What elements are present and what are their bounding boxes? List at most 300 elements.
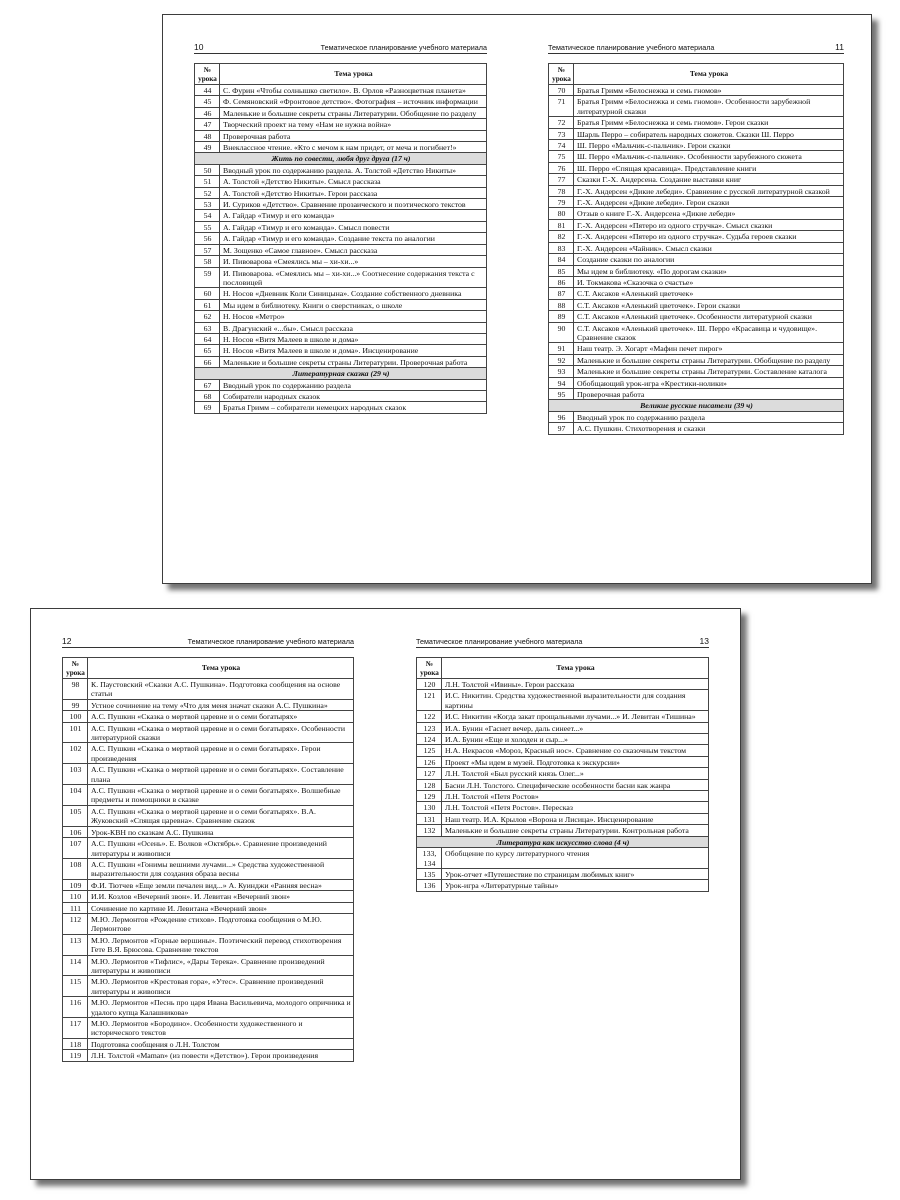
- lesson-topic: Г.-Х. Андерсен «Дикие лебеди». Сравнение с русской литературной сказкой: [574, 185, 844, 196]
- lesson-topic: Л.Н. Толстой «Ивины». Герои рассказа: [442, 679, 709, 690]
- table-row: [549, 208, 844, 219]
- lesson-number: 84: [549, 254, 574, 265]
- lesson-number: 54: [195, 210, 220, 221]
- column-header-topic: Тема урока: [574, 64, 844, 85]
- table-row: [549, 411, 844, 422]
- table-row: [549, 185, 844, 196]
- lesson-number: 128: [417, 779, 442, 790]
- table-row: [549, 343, 844, 354]
- table-row: [549, 197, 844, 208]
- lesson-topic: С. Фурин «Чтобы солнышко светило». В. Орлов «Разноцветная планета»: [220, 85, 487, 96]
- table-row: [417, 825, 709, 836]
- section-title: Литературная сказка (29 ч): [195, 368, 487, 379]
- table-row: [63, 934, 354, 955]
- running-header: [194, 41, 487, 54]
- lesson-number: 126: [417, 756, 442, 767]
- lesson-topic: К. Паустовский «Сказки А.С. Пушкина». Подготовка сообщения на основе статьи: [88, 679, 354, 700]
- table-row: [63, 838, 354, 859]
- lesson-topic: Вводный урок по содержанию раздела. А. Толстой «Детство Никиты»: [220, 164, 487, 175]
- lesson-topic: Обобщение по курсу литературного чтения: [442, 848, 709, 869]
- column-header-lesson-number: [195, 64, 220, 85]
- table-row: [549, 276, 844, 287]
- table-row: [63, 1050, 354, 1061]
- page-number: 11: [835, 42, 844, 52]
- table-row: [549, 288, 844, 299]
- table-row: [63, 679, 354, 700]
- table-row: [549, 377, 844, 388]
- table-row: [195, 221, 487, 232]
- table-row: [549, 231, 844, 242]
- section-title: Жить по совести, любя друг друга (17 ч): [195, 153, 487, 164]
- lesson-number: 79: [549, 197, 574, 208]
- lesson-topic: Вводный урок по содержанию раздела: [220, 379, 487, 390]
- lesson-number: 45: [195, 96, 220, 107]
- table-row: [417, 734, 709, 745]
- lesson-number: 107: [63, 838, 88, 859]
- table-row: [63, 722, 354, 743]
- lesson-topic: Маленькие и большие секреты страны Литературии. Проверочная работа: [220, 356, 487, 367]
- section-title: Великие русские писатели (39 ч): [549, 400, 844, 411]
- table-row: [63, 891, 354, 902]
- column-header-number-word: урока: [66, 668, 85, 677]
- table-row: [549, 423, 844, 434]
- book-spread-pages-12-13: [30, 608, 741, 1180]
- lesson-topic: Братья Гримм «Белоснежка и семь гномов». Особенности зарубежной литературной сказки: [574, 96, 844, 117]
- lesson-number: 50: [195, 164, 220, 175]
- lesson-topic: И. Суриков «Детство». Сравнение прозаического и поэтического текстов: [220, 199, 487, 210]
- lesson-number: 100: [63, 711, 88, 722]
- lesson-topic: Ш. Перро «Мальчик-с-пальчик». Особенности зарубежного сюжета: [574, 151, 844, 162]
- lesson-number: 46: [195, 107, 220, 118]
- table-row: [195, 142, 487, 153]
- lesson-number: 113: [63, 934, 88, 955]
- page-number: 12: [62, 636, 72, 646]
- column-header-topic: Тема урока: [442, 658, 709, 679]
- lesson-number: 52: [195, 187, 220, 198]
- table-row: [549, 140, 844, 151]
- lesson-topic: И.С. Никитин. Средства художественной выразительности для создания картины: [442, 690, 709, 711]
- lesson-topic: В. Драгунский «...бы». Смысл рассказа: [220, 322, 487, 333]
- lesson-topic: И.А. Бунин «Гаснет вечер, даль синеет...»: [442, 722, 709, 733]
- lesson-topic: Сочинение по картине И. Левитана «Вечерний звон»: [88, 902, 354, 913]
- lesson-number: 74: [549, 140, 574, 151]
- lesson-number: 51: [195, 176, 220, 187]
- lesson-number: 65: [195, 345, 220, 356]
- lesson-topic: А.С. Пушкин «Сказка о мертвой царевне и о семи богатырях». Волшебные предметы и помощники в сказке: [88, 785, 354, 806]
- lesson-number: 122: [417, 711, 442, 722]
- lesson-number: 86: [549, 276, 574, 287]
- table-row: [63, 913, 354, 934]
- table-row: [195, 288, 487, 299]
- table-row: [63, 743, 354, 764]
- lesson-topic: М. Зощенко «Самое главное». Смысл рассказа: [220, 244, 487, 255]
- lesson-topic: М.Ю. Лермонтов «Бородино». Особенности художественного и исторического текстов: [88, 1018, 354, 1039]
- lesson-number: 93: [549, 366, 574, 377]
- lesson-topic: И.И. Козлов «Вечерний звон». И. Левитан «Вечерний звон»: [88, 891, 354, 902]
- lesson-number: 63: [195, 322, 220, 333]
- lesson-number: 105: [63, 805, 88, 826]
- table-row: [195, 119, 487, 130]
- table-row: [549, 366, 844, 377]
- lesson-number: 135: [417, 868, 442, 879]
- table-row: [63, 997, 354, 1018]
- lesson-topic: Проект «Мы идем в музей. Подготовка к экскурсии»: [442, 756, 709, 767]
- lesson-number: 49: [195, 142, 220, 153]
- lesson-topic: Наш театр. И.А. Крылов «Ворона и Лисица». Инсценирование: [442, 813, 709, 824]
- lesson-number: 61: [195, 299, 220, 310]
- table-row: [417, 768, 709, 779]
- lesson-topic: А.С. Пушкин «Сказка о мертвой царевне и о семи богатырях». В.А. Жуковский «Спящая царевна». Сравнение сказок: [88, 805, 354, 826]
- lesson-topic: Вводный урок по содержанию раздела: [574, 411, 844, 422]
- table-row: [417, 868, 709, 879]
- lesson-number: 123: [417, 722, 442, 733]
- table-row: [195, 210, 487, 221]
- lesson-topic: Н. Носов «Метро»: [220, 311, 487, 322]
- lesson-topic: И. Токмакова «Сказочка о счастье»: [574, 276, 844, 287]
- lesson-topic: Н. Носов «Витя Малеев в школе и дома»: [220, 333, 487, 344]
- lesson-number: 48: [195, 130, 220, 141]
- lesson-topic: А.С. Пушкин «Сказка о мертвой царевне и о семи богатырях». Составление плана: [88, 764, 354, 785]
- lesson-topic: Ш. Перро «Спящая красавица». Представление книги: [574, 162, 844, 173]
- column-header-number-word: урока: [420, 668, 439, 677]
- table-row: [195, 356, 487, 367]
- lesson-topic: Ф.И. Тютчев «Еще земли печален вид...» А. Куинджи «Ранняя весна»: [88, 879, 354, 890]
- lesson-number: 118: [63, 1038, 88, 1049]
- table-row: [549, 128, 844, 139]
- lesson-topic: Ф. Семяновский «Фронтовое детство». Фотография – источник информации: [220, 96, 487, 107]
- lesson-number: 101: [63, 722, 88, 743]
- table-row: [549, 388, 844, 399]
- lesson-topic: М.Ю. Лермонтов «Песнь про царя Ивана Васильевича, молодого опричника и удалого купца Калашникова»: [88, 997, 354, 1018]
- lesson-topic: А.С. Пушкин «Сказка о мертвой царевне и о семи богатырях»: [88, 711, 354, 722]
- column-header-lesson-number: [63, 658, 88, 679]
- lesson-number: 91: [549, 343, 574, 354]
- column-header-number-sign: №: [557, 66, 566, 74]
- lesson-topic: М.Ю. Лермонтов «Рождение стихов». Подготовка сообщения о М.Ю. Лермонтове: [88, 913, 354, 934]
- table-row: [417, 756, 709, 767]
- running-header: [548, 41, 844, 54]
- lesson-topic: Братья Гримм – собиратели немецких народных сказок: [220, 402, 487, 413]
- running-header: [62, 635, 354, 648]
- lesson-number: 108: [63, 858, 88, 879]
- book-spread-pages-10-11: [162, 14, 872, 584]
- lesson-number: 94: [549, 377, 574, 388]
- lesson-number: 62: [195, 311, 220, 322]
- table-row: [549, 174, 844, 185]
- table-row: [63, 711, 354, 722]
- table-row: [417, 813, 709, 824]
- section-heading-row: [549, 400, 844, 411]
- lesson-number: 77: [549, 174, 574, 185]
- lesson-number: 64: [195, 333, 220, 344]
- running-title: Тематическое планирование учебного материала: [187, 637, 354, 646]
- column-header-number-sign: №: [203, 66, 212, 74]
- table-row: [549, 96, 844, 117]
- lesson-topic: Маленькие и большие секреты страны Литературии. Обобщение по разделу: [220, 107, 487, 118]
- lesson-number: 103: [63, 764, 88, 785]
- lesson-number: 82: [549, 231, 574, 242]
- table-row: [417, 779, 709, 790]
- lesson-topic: С.Т. Аксаков «Аленький цветочек». Герои сказки: [574, 299, 844, 310]
- lesson-topic: Мы идем в библиотеку. Книги о сверстниках, о школе: [220, 299, 487, 310]
- lesson-number: 76: [549, 162, 574, 173]
- lesson-number: 117: [63, 1018, 88, 1039]
- lesson-number: 87: [549, 288, 574, 299]
- running-title: Тематическое планирование учебного материала: [320, 43, 487, 52]
- lesson-topic: И.С. Никитин «Когда закат прощальными лучами...» И. Левитан «Тишина»: [442, 711, 709, 722]
- table-row: [63, 858, 354, 879]
- column-header-topic: Тема урока: [88, 658, 354, 679]
- table-row: [195, 199, 487, 210]
- lesson-number: 57: [195, 244, 220, 255]
- lesson-number: 99: [63, 699, 88, 710]
- table-row: [195, 299, 487, 310]
- table-row: [549, 151, 844, 162]
- table-row: [195, 85, 487, 96]
- table-row: [195, 256, 487, 267]
- lesson-topic: Сказки Г.-Х. Андерсена. Создание выставки книг: [574, 174, 844, 185]
- table-row: [195, 333, 487, 344]
- lesson-topic: Маленькие и большие секреты страны Литературии. Обобщение по разделу: [574, 354, 844, 365]
- lesson-number: 97: [549, 423, 574, 434]
- table-header-row: [549, 64, 844, 85]
- table-row: [63, 785, 354, 806]
- table-row: [63, 805, 354, 826]
- lesson-number: 131: [417, 813, 442, 824]
- lesson-topic: И. Пивоварова «Смеялись мы – хи-хи...»: [220, 256, 487, 267]
- section-heading-row: [417, 836, 709, 847]
- table-row: [63, 764, 354, 785]
- lesson-number: 130: [417, 802, 442, 813]
- table-row: [417, 848, 709, 869]
- lesson-topic: М.Ю. Лермонтов «Горные вершины». Поэтический перевод стихотворения Гете В.Я. Брюсова. Сравнение текстов: [88, 934, 354, 955]
- lesson-number: 133, 134: [417, 848, 442, 869]
- lesson-number: 92: [549, 354, 574, 365]
- lesson-number: 90: [549, 322, 574, 343]
- table-row: [195, 107, 487, 118]
- lesson-topic: Подготовка сообщения о Л.Н. Толстом: [88, 1038, 354, 1049]
- lesson-topic: Г.-Х. Андерсен «Пятеро из одного стручка». Судьба героев сказки: [574, 231, 844, 242]
- lesson-plan-table: [194, 63, 487, 414]
- lesson-number: 89: [549, 311, 574, 322]
- column-header-number-word: урока: [552, 74, 571, 83]
- lesson-topic: Н. Носов «Дневник Коли Синицына». Создание собственного дневника: [220, 288, 487, 299]
- lesson-topic: А.С. Пушкин «Осень». Е. Волков «Октябрь». Сравнение произведений литературы и живописи: [88, 838, 354, 859]
- lesson-number: 70: [549, 85, 574, 96]
- table-row: [195, 390, 487, 401]
- lesson-number: 73: [549, 128, 574, 139]
- lesson-topic: Наш театр. Э. Хогарт «Мафин печет пирог»: [574, 343, 844, 354]
- lesson-number: 104: [63, 785, 88, 806]
- lesson-topic: Н.А. Некрасов «Мороз, Красный нос». Сравнение со сказочным текстом: [442, 745, 709, 756]
- running-title: Тематическое планирование учебного материала: [548, 43, 715, 52]
- lesson-topic: Л.Н. Толстой «Был русский князь Олег...»: [442, 768, 709, 779]
- table-row: [549, 354, 844, 365]
- lesson-topic: Собиратели народных сказок: [220, 390, 487, 401]
- lesson-number: 136: [417, 880, 442, 891]
- lesson-topic: Л.Н. Толстой «Maman» (из повести «Детство»). Герои произведения: [88, 1050, 354, 1061]
- lesson-number: 69: [195, 402, 220, 413]
- table-row: [195, 164, 487, 175]
- lesson-number: 96: [549, 411, 574, 422]
- lesson-number: 125: [417, 745, 442, 756]
- lesson-topic: Л.Н. Толстой «Петя Ростов». Пересказ: [442, 802, 709, 813]
- table-row: [195, 187, 487, 198]
- page-number: 10: [194, 42, 204, 52]
- table-row: [63, 902, 354, 913]
- table-row: [63, 1018, 354, 1039]
- lesson-number: 120: [417, 679, 442, 690]
- table-row: [195, 322, 487, 333]
- table-row: [63, 1038, 354, 1049]
- table-row: [549, 117, 844, 128]
- table-row: [549, 265, 844, 276]
- lesson-topic: А.С. Пушкин. Стихотворения и сказки: [574, 423, 844, 434]
- table-row: [63, 879, 354, 890]
- table-row: [195, 267, 487, 288]
- lesson-plan-table: [416, 657, 709, 892]
- lesson-number: 81: [549, 219, 574, 230]
- lesson-topic: Шарль Перро – собиратель народных сюжетов. Сказки Ш. Перро: [574, 128, 844, 139]
- table-row: [549, 311, 844, 322]
- lesson-number: 80: [549, 208, 574, 219]
- lesson-number: 47: [195, 119, 220, 130]
- table-header-row: [417, 658, 709, 679]
- table-row: [549, 219, 844, 230]
- table-row: [549, 322, 844, 343]
- lesson-number: 71: [549, 96, 574, 117]
- page-number: 13: [699, 636, 709, 646]
- table-row: [63, 955, 354, 976]
- lesson-topic: А. Гайдар «Тимур и его команда». Смысл повести: [220, 221, 487, 232]
- lesson-topic: Проверочная работа: [574, 388, 844, 399]
- lesson-topic: С.Т. Аксаков «Аленький цветочек». Ш. Перро «Красавица и чудовище». Сравнение сказок: [574, 322, 844, 343]
- column-header-number-sign: №: [71, 660, 80, 668]
- lesson-number: 75: [549, 151, 574, 162]
- section-heading-row: [195, 153, 487, 164]
- lesson-topic: М.Ю. Лермонтов «Крестовая гора», «Утес». Сравнение произведений литературы и живописи: [88, 976, 354, 997]
- table-row: [417, 722, 709, 733]
- table-row: [417, 679, 709, 690]
- column-header-lesson-number: [549, 64, 574, 85]
- lesson-topic: Мы идем в библиотеку. «По дорогам сказки»: [574, 265, 844, 276]
- lesson-number: 132: [417, 825, 442, 836]
- table-row: [417, 690, 709, 711]
- table-row: [417, 802, 709, 813]
- lesson-number: 72: [549, 117, 574, 128]
- lesson-number: 59: [195, 267, 220, 288]
- lesson-number: 112: [63, 913, 88, 934]
- lesson-topic: Отзыв о книге Г.-Х. Андерсена «Дикие лебеди»: [574, 208, 844, 219]
- table-row: [549, 162, 844, 173]
- table-row: [63, 826, 354, 837]
- table-row: [549, 242, 844, 253]
- lesson-number: 114: [63, 955, 88, 976]
- table-row: [63, 976, 354, 997]
- lesson-topic: Братья Гримм «Белоснежка и семь гномов»: [574, 85, 844, 96]
- lesson-topic: Ш. Перро «Мальчик-с-пальчик». Герои сказки: [574, 140, 844, 151]
- lesson-plan-table: [62, 657, 354, 1062]
- lesson-topic: Басни Л.Н. Толстого. Специфические особенности басни как жанра: [442, 779, 709, 790]
- lesson-topic: А.С. Пушкин «Сказка о мертвой царевне и о семи богатырях». Особенности литературной сказки: [88, 722, 354, 743]
- lesson-topic: Устное сочинение на тему «Что для меня значат сказки А.С. Пушкина»: [88, 699, 354, 710]
- lesson-number: 55: [195, 221, 220, 232]
- column-header-topic: Тема урока: [220, 64, 487, 85]
- lesson-number: 109: [63, 879, 88, 890]
- lesson-topic: Обобщающий урок-игра «Крестики-нолики»: [574, 377, 844, 388]
- lesson-topic: А.С. Пушкин «Гонимы вешними лучами...» Средства художественной выразительности для создания образа весны: [88, 858, 354, 879]
- lesson-topic: А. Гайдар «Тимур и его команда»: [220, 210, 487, 221]
- column-header-number-word: урока: [198, 74, 217, 83]
- lesson-number: 111: [63, 902, 88, 913]
- lesson-topic: Л.Н. Толстой «Петя Ростов»: [442, 791, 709, 802]
- lesson-number: 56: [195, 233, 220, 244]
- lesson-topic: И. Пивоварова. «Смеялись мы – хи-хи...» Соотнесение содержания текста с пословицей: [220, 267, 487, 288]
- lesson-topic: М.Ю. Лермонтов «Тифлис», «Дары Терека». Сравнение произведений литературы и живописи: [88, 955, 354, 976]
- column-header-lesson-number: [417, 658, 442, 679]
- lesson-topic: Внеклассное чтение. «Кто с мечом к нам придет, от меча и погибнет!»: [220, 142, 487, 153]
- lesson-topic: А. Гайдар «Тимур и его команда». Создание текста по аналогии: [220, 233, 487, 244]
- lesson-number: 127: [417, 768, 442, 779]
- column-header-number-sign: №: [425, 660, 434, 668]
- table-row: [417, 745, 709, 756]
- lesson-number: 67: [195, 379, 220, 390]
- section-heading-row: [195, 368, 487, 379]
- lesson-topic: Маленькие и большие секреты страны Литературии. Контрольная работа: [442, 825, 709, 836]
- table-row: [195, 311, 487, 322]
- lesson-number: 95: [549, 388, 574, 399]
- running-header: [416, 635, 709, 648]
- lesson-topic: Г.-Х. Андерсен «Чайник». Смысл сказки: [574, 242, 844, 253]
- lesson-topic: Г.-Х. Андерсен «Дикие лебеди». Герои сказки: [574, 197, 844, 208]
- lesson-topic: Создание сказки по аналогии: [574, 254, 844, 265]
- lesson-number: 85: [549, 265, 574, 276]
- table-row: [195, 379, 487, 390]
- table-row: [195, 402, 487, 413]
- table-row: [195, 130, 487, 141]
- section-title: Литература как искусство слова (4 ч): [417, 836, 709, 847]
- lesson-topic: Н. Носов «Витя Малеев в школе и дома». Инсценирование: [220, 345, 487, 356]
- lesson-number: 68: [195, 390, 220, 401]
- lesson-number: 106: [63, 826, 88, 837]
- lesson-number: 116: [63, 997, 88, 1018]
- lesson-topic: Урок-отчет «Путешествие по страницам любимых книг»: [442, 868, 709, 879]
- table-header-row: [63, 658, 354, 679]
- table-row: [195, 233, 487, 244]
- lesson-number: 60: [195, 288, 220, 299]
- lesson-number: 98: [63, 679, 88, 700]
- table-row: [549, 85, 844, 96]
- table-row: [549, 299, 844, 310]
- running-title: Тематическое планирование учебного материала: [416, 637, 583, 646]
- lesson-number: 58: [195, 256, 220, 267]
- table-row: [417, 791, 709, 802]
- table-header-row: [195, 64, 487, 85]
- table-row: [63, 699, 354, 710]
- lesson-number: 129: [417, 791, 442, 802]
- lesson-topic: И.А. Бунин «Еще и холоден и сыр...»: [442, 734, 709, 745]
- lesson-number: 53: [195, 199, 220, 210]
- lesson-number: 115: [63, 976, 88, 997]
- lesson-topic: Г.-Х. Андерсен «Пятеро из одного стручка». Смысл сказки: [574, 219, 844, 230]
- lesson-number: 124: [417, 734, 442, 745]
- lesson-number: 83: [549, 242, 574, 253]
- lesson-number: 66: [195, 356, 220, 367]
- lesson-number: 44: [195, 85, 220, 96]
- table-row: [417, 711, 709, 722]
- lesson-topic: А. Толстой «Детство Никиты». Герои рассказа: [220, 187, 487, 198]
- lesson-topic: С.Т. Аксаков «Аленький цветочек»: [574, 288, 844, 299]
